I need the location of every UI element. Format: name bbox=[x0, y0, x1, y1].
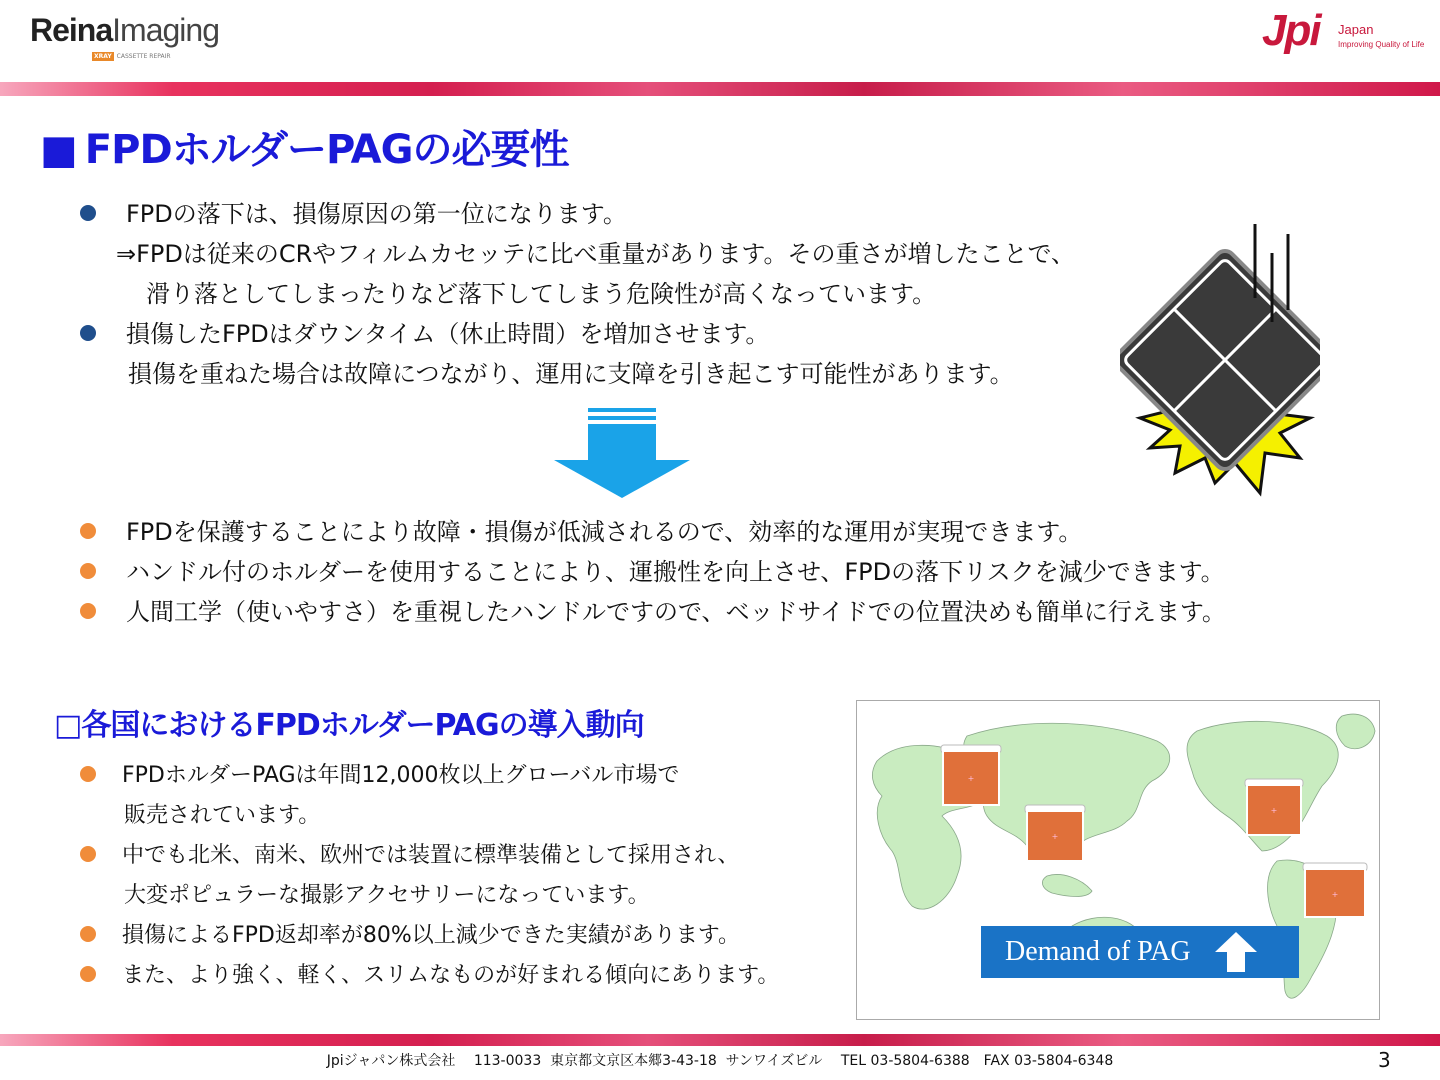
jpi-slogan: Improving Quality of Life bbox=[1338, 40, 1425, 49]
list-item bbox=[80, 314, 769, 354]
footer-address: Jpiジャパン株式会社 113-0033 東京都文京区本郷3-43-18 サンワイズビル TEL 03-5804-6388 FAX 03-5804-6348 bbox=[326, 1053, 1114, 1069]
svg-text:+: + bbox=[967, 774, 975, 783]
list-item bbox=[116, 234, 1075, 274]
bullet-icon bbox=[80, 846, 96, 862]
title-square-icon: ■ bbox=[40, 127, 77, 173]
list-item-text: FPDを保護することにより故障・損傷が低減されるので、効率的な運用が実現できます。 bbox=[126, 518, 1083, 546]
reina-sub-logo bbox=[92, 52, 171, 61]
reina-imaging-logo bbox=[30, 12, 219, 49]
jpi-logo: Jpi bbox=[1262, 6, 1320, 55]
demand-text: Demand of PAG bbox=[1005, 936, 1191, 967]
bullet-icon bbox=[80, 926, 96, 942]
list-item bbox=[80, 756, 679, 796]
bullet-icon bbox=[80, 563, 96, 579]
list-item-text: 損傷によるFPD返却率が80%以上減少できた実績があります。 bbox=[122, 923, 741, 948]
svg-text:+: + bbox=[1270, 806, 1278, 815]
bullet-icon bbox=[80, 523, 96, 539]
jpi-country: Japan bbox=[1338, 22, 1374, 37]
up-arrow-icon bbox=[1213, 930, 1259, 974]
list-item-text: 中でも北米、南米、欧州では装置に標準装備として採用され、 bbox=[122, 843, 740, 868]
map-landmass bbox=[1336, 714, 1375, 749]
list-item bbox=[80, 836, 739, 876]
list-item-text: また、より強く、軽く、スリムなものが好まれる傾向にあります。 bbox=[122, 963, 780, 988]
list-item-text: ⇒FPDは従来のCRやフィルムカセッテに比べ重量があります。その重さが増したことで、 bbox=[116, 240, 1076, 268]
list-item-text: 販売されています。 bbox=[124, 803, 321, 828]
list-item bbox=[146, 274, 936, 314]
bullet-icon bbox=[80, 966, 96, 982]
list-item-text: 滑り落としてしまったりなど落下してしまう危険性が高くなっています。 bbox=[146, 280, 937, 308]
logo-cassette-text: CASSETTE REPAIR bbox=[116, 53, 171, 60]
header-band bbox=[0, 82, 1440, 96]
list-item bbox=[128, 354, 1014, 394]
list-item bbox=[124, 796, 320, 836]
title-text: FPDホルダーPAGの必要性 bbox=[84, 127, 569, 173]
list-item bbox=[80, 194, 627, 234]
list-item bbox=[80, 592, 1226, 632]
pag-holder-icon bbox=[1303, 863, 1367, 917]
list-item-text: FPDの落下は、損傷原因の第一位になります。 bbox=[126, 200, 627, 228]
logo-xray-tag: XRAY bbox=[94, 53, 112, 60]
list-item bbox=[80, 956, 779, 996]
svg-text:+: + bbox=[1051, 832, 1059, 841]
footer-band bbox=[0, 1034, 1440, 1046]
pag-holder-icon bbox=[941, 745, 1001, 805]
list-item-text: 大変ポピュラーな撮影アクセサリーになっています。 bbox=[124, 883, 650, 908]
logo-reina-text: Reina bbox=[30, 12, 113, 48]
list-item-text: FPDホルダーPAGは年間12,000枚以上グローバル市場で bbox=[122, 763, 680, 788]
falling-fpd-illustration bbox=[1120, 218, 1320, 508]
demand-of-pag-label bbox=[981, 926, 1299, 978]
list-item-text: 損傷したFPDはダウンタイム（休止時間）を増加させます。 bbox=[126, 320, 770, 348]
list-item bbox=[80, 916, 740, 956]
page-number: 3 bbox=[1378, 1048, 1391, 1072]
list-item bbox=[80, 512, 1082, 552]
logo-imaging-text: Imaging bbox=[112, 12, 219, 48]
section-subtitle: □各国におけるFPDホルダーPAGの導入動向 bbox=[54, 708, 644, 743]
svg-text:+: + bbox=[1331, 890, 1339, 899]
map-landmass bbox=[1042, 874, 1092, 896]
bullet-icon bbox=[80, 325, 96, 341]
list-item-text: 人間工学（使いやすさ）を重視したハンドルですので、ベッドサイドでの位置決めも簡単に行えます。 bbox=[126, 598, 1226, 626]
page-title bbox=[40, 118, 568, 175]
list-item-text: 損傷を重ねた場合は故障につながり、運用に支障を引き起こす可能性があります。 bbox=[128, 360, 1014, 388]
pag-holder-icon bbox=[1025, 805, 1085, 861]
list-item bbox=[80, 552, 1225, 592]
bullet-icon bbox=[80, 603, 96, 619]
list-item-text: ハンドル付のホルダーを使用することにより、運搬性を向上させ、FPDの落下リスクを減少できます。 bbox=[126, 558, 1225, 586]
bullet-icon bbox=[80, 766, 96, 782]
fpd-panel-icon bbox=[1120, 247, 1320, 473]
bullet-icon bbox=[80, 205, 96, 221]
down-arrow-icon bbox=[554, 408, 690, 500]
list-item bbox=[124, 876, 650, 916]
pag-holder-icon bbox=[1245, 779, 1303, 835]
